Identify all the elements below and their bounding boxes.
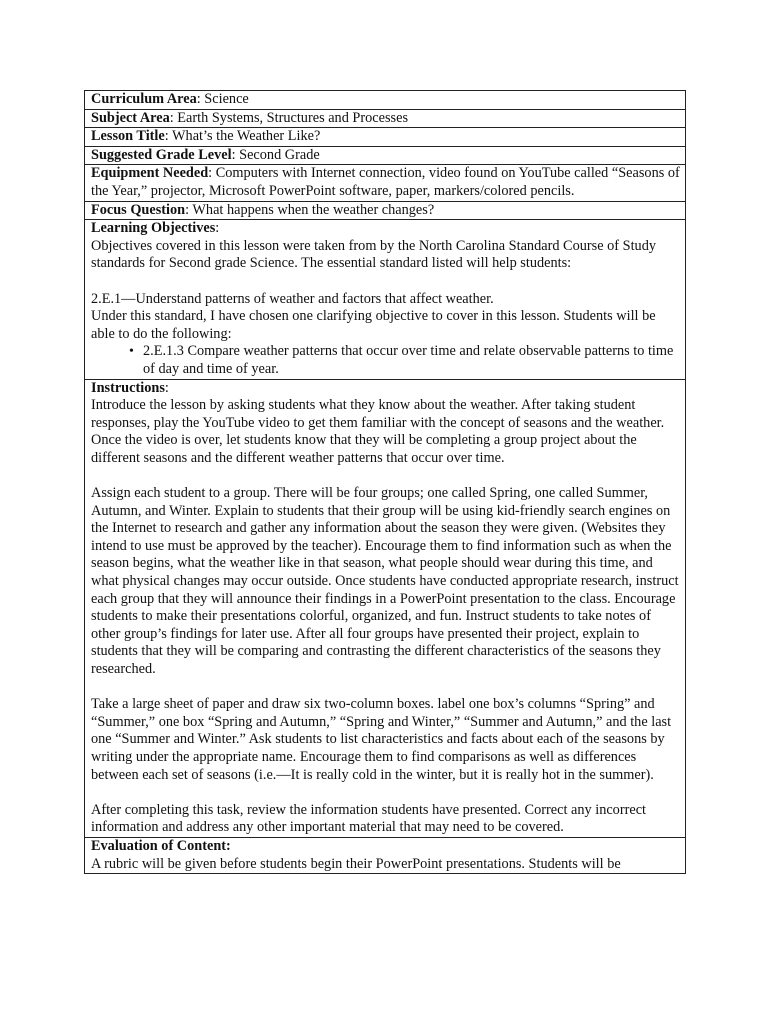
- grade-level-label: Suggested Grade Level: [91, 146, 232, 163]
- row-lesson-title: [85, 128, 686, 147]
- row-equipment: [85, 165, 686, 201]
- lesson-plan-table: [84, 90, 686, 874]
- row-focus-question: [85, 201, 686, 220]
- evaluation-text: A rubric will be given before students begin their PowerPoint presentations. Students will be: [91, 855, 621, 872]
- instructions-paragraph-2: Assign each student to a group. There will be four groups; one called Spring, one called Summer, Autumn, and Winter. Explain to students that their group will be using kid-friendly search engines on the Internet to research and gather any information about the season they were given. (Websites they intend to use must be approved by the teacher). Encourage them to find information such as when the season begins, what the weather like in that season, what people should wear during this time, and what physical changes may occur outside. Once students have conducted appropriate research, instruct each group that they will announce their findings in a PowerPoint presentation to the class. Encourage students to make their presentations colorful, organized, and fun. Instruct students to take notes of other group’s findings for later use. After all four groups have presented their project, explain to students that they will be comparing and contrasting the different characteristics of the seasons they researched.: [91, 485, 679, 677]
- instructions-paragraph-1: Introduce the lesson by asking students what they know about the weather. After taking student responses, play the YouTube video to get them familiar with the concept of seasons and the weather. Once the video is over, let students know that they will be completing a group project about the different seasons and the different weather patterns that occur over time.: [91, 397, 665, 466]
- objectives-standard: 2.E.1—Understand patterns of weather and factors that affect weather.: [91, 290, 494, 307]
- focus-question-value: : What happens when the weather changes?: [185, 201, 435, 218]
- instructions-paragraph-4: After completing this task, review the information students have presented. Correct any incorrect information and address any other important material that may need to be covered.: [91, 801, 647, 836]
- instructions-paragraph-3: Take a large sheet of paper and draw six two-column boxes. label one box’s columns “Spring” and “Summer,” one box “Spring and Autumn,” “Spring and Winter,” “Summer and Autumn,” and the last one “Summer and Winter.” Ask students to list characteristics and facts about each of the seasons by writing under the appropriate name. Encourage them to find comparisons as well as differences between each set of seasons (i.e.—It is really cold in the winter, but it is really hot in the summer).: [91, 696, 672, 783]
- equipment-label: Equipment Needed: [91, 165, 209, 182]
- evaluation-heading: Evaluation of Content:: [91, 837, 231, 854]
- instructions-heading: Instructions:: [91, 379, 169, 396]
- instructions-label: Instructions: [91, 379, 165, 396]
- objectives-list: [91, 343, 681, 378]
- curriculum-area-value: : Science: [196, 91, 249, 107]
- row-evaluation: [85, 837, 686, 873]
- lesson-title-value: : What’s the Weather Like?: [164, 128, 321, 145]
- grade-level-value: : Second Grade: [231, 146, 320, 163]
- list-item: • 2.E.1.3 Compare weather patterns that occur over time and relate observable patterns to time of day and time of year.: [129, 343, 681, 378]
- row-instructions: [85, 379, 686, 837]
- objectives-intro: Objectives covered in this lesson were taken from by the North Carolina Standard Course of Study standards for Second grade Science. The essential standard listed will help students:: [91, 237, 656, 272]
- row-learning-objectives: [85, 220, 686, 379]
- row-grade-level: [85, 146, 686, 165]
- lesson-title-label: Lesson Title: [91, 128, 165, 145]
- equipment-value: : Computers with Internet connection, video found on YouTube called “Seasons of the Year,” projector, Microsoft PowerPoint software, paper, markers/colored pencils.: [91, 165, 680, 199]
- objectives-explanation: Under this standard, I have chosen one clarifying objective to cover in this lesson. Students will be able to do the following:: [91, 308, 656, 342]
- objectives-heading: Learning Objectives:: [91, 220, 220, 237]
- focus-question-label: Focus Question: [91, 201, 186, 218]
- objectives-label: Learning Objectives: [91, 220, 216, 237]
- subject-area-value: : Earth Systems, Structures and Processes: [169, 109, 409, 126]
- curriculum-area-label: Curriculum Area: [91, 91, 197, 107]
- row-curriculum-area: [85, 91, 686, 110]
- row-subject-area: [85, 109, 686, 128]
- subject-area-label: Subject Area: [91, 109, 170, 126]
